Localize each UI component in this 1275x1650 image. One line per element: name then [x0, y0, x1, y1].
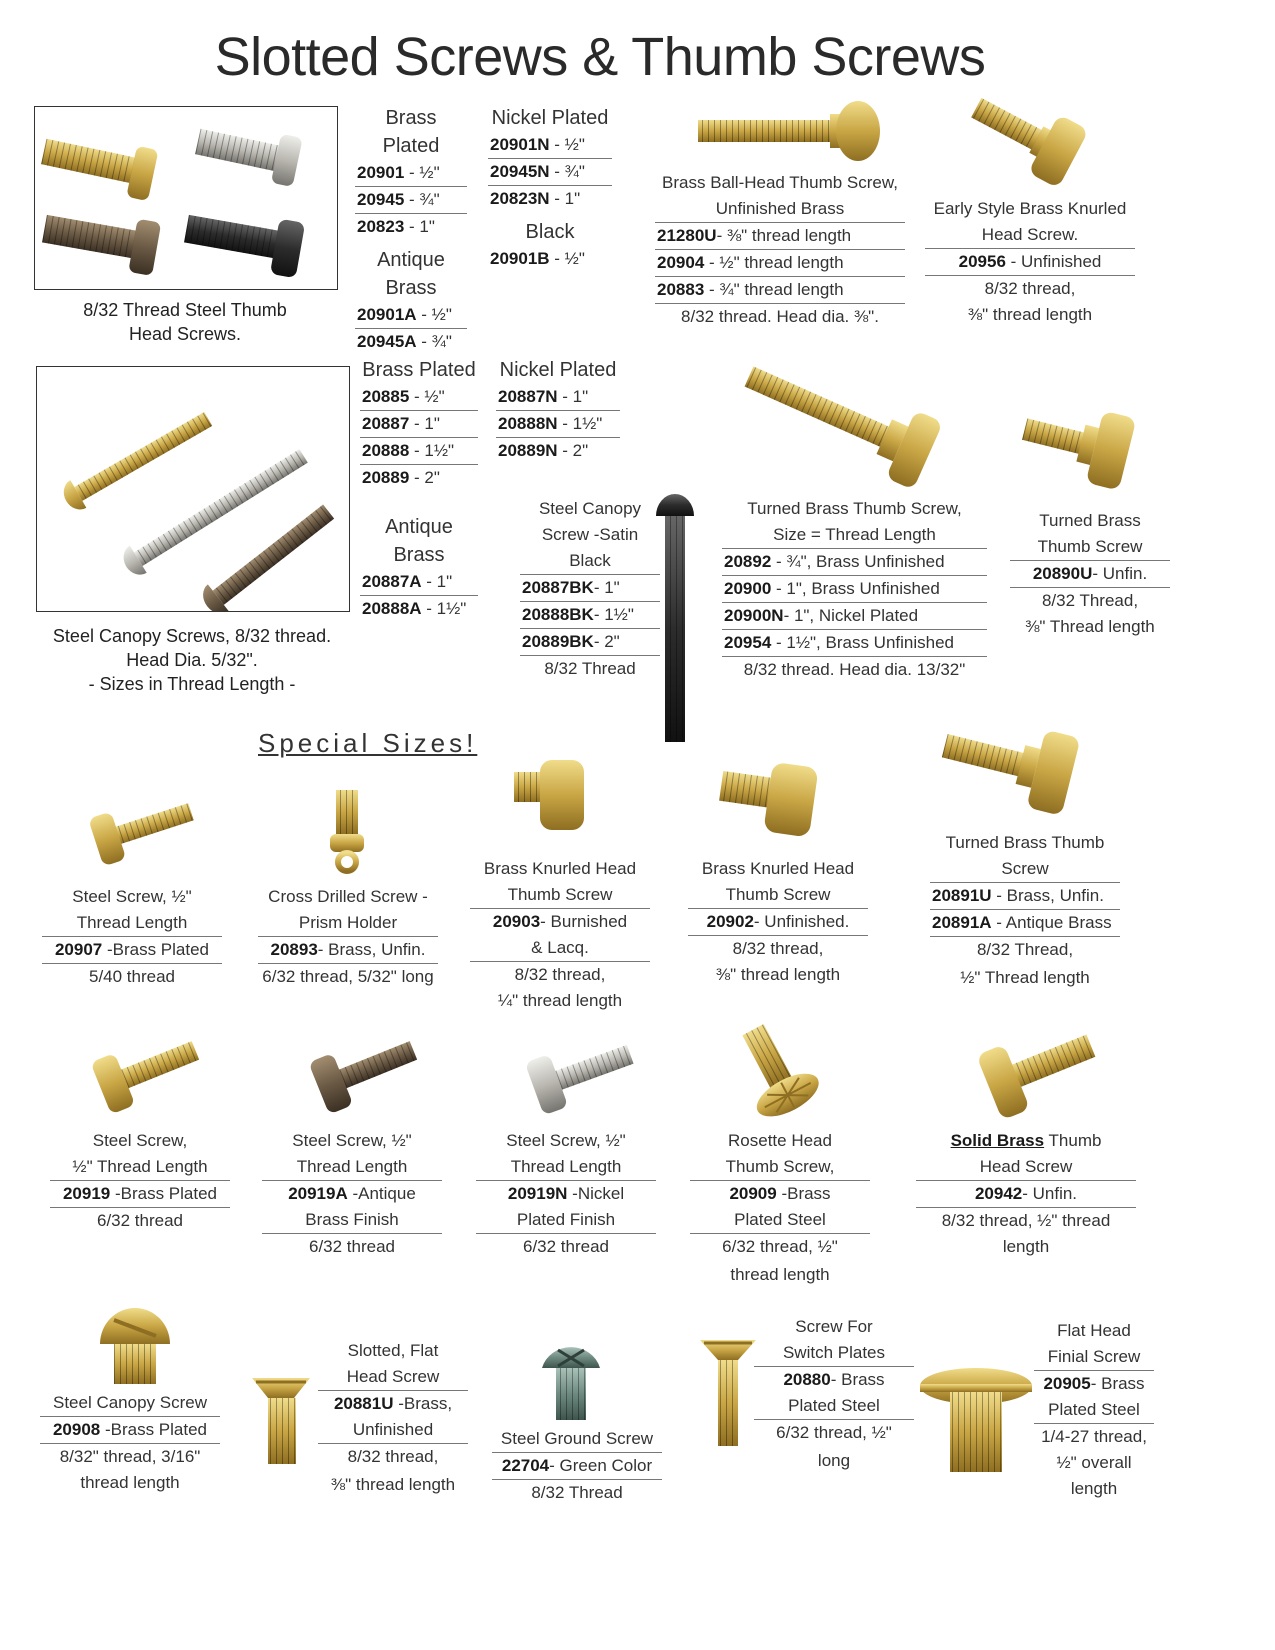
- list-item: 20919 -Brass Plated: [50, 1181, 230, 1208]
- list-item: 20893- Brass, Unfin.: [258, 937, 438, 964]
- canopy-nickel-plated-list: [496, 356, 620, 464]
- list-item: 20889BK- 2": [520, 629, 660, 656]
- list-item: 20888N - 1½": [496, 411, 620, 438]
- list-item: 20908 -Brass Plated: [40, 1417, 220, 1444]
- canopy-caption-3: - Sizes in Thread Length -: [88, 674, 296, 694]
- satin-black-line-1: Steel Canopy: [538, 499, 642, 518]
- row2-item-2: Steel Screw, ½" Thread Length 20919A -Antique Brass Finish 6/32 thread: [262, 1128, 442, 1260]
- row3-canopy: Steel Canopy Screw 20908 -Brass Plated 8/32" thread, 3/16" thread length: [40, 1390, 220, 1496]
- list-item: 20885 - ½": [360, 384, 478, 411]
- group-heading: Black: [525, 221, 575, 243]
- list-item: 21280U- ⅜" thread length: [655, 223, 905, 250]
- page-title: Slotted Screws & Thumb Screws: [214, 27, 986, 87]
- solid-brass-bold: Solid Brass: [950, 1131, 1045, 1150]
- group-heading: Brass Plated: [362, 359, 476, 381]
- ball-head-block: [655, 170, 905, 330]
- list-item: 20888A - 1½": [362, 599, 467, 618]
- row1-item-1: Steel Screw, ½" Thread Length 20907 -Brass Plated 5/40 thread: [42, 884, 222, 990]
- list-item: 20905- Brass: [1043, 1374, 1145, 1393]
- list-item: 20901B - ½": [490, 249, 585, 268]
- list-item: 20901 - ½": [355, 160, 467, 187]
- row1-item-3: Brass Knurled Head Thumb Screw 20903- Burnished & Lacq. 8/32 thread, ¼" thread length: [470, 856, 650, 1014]
- satin-black-line-3: Black: [520, 548, 660, 575]
- cross-drilled-screw-photo: [322, 786, 372, 881]
- list-item: 20945N - ¾": [488, 159, 612, 186]
- canopy-screws-photo: [36, 366, 350, 612]
- knurled-20903-photo: [506, 756, 596, 841]
- knurled-20902-photo: [712, 756, 832, 845]
- early-style-line-2: Head Screw.: [925, 222, 1135, 249]
- turned-thumb-line-2: Size = Thread Length: [722, 522, 987, 549]
- list-item: 20887BK- 1": [520, 575, 660, 602]
- turned-brass-footer-2: ⅜" Thread length: [1025, 617, 1155, 636]
- row2-item-1: Steel Screw, ½" Thread Length 20919 -Brass Plated 6/32 thread: [50, 1128, 230, 1234]
- row1-item-2: Cross Drilled Screw - Prism Holder 20893- Brass, Unfin. 6/32 thread, 5/32" long: [258, 884, 438, 990]
- list-item: 20883 - ¾" thread length: [655, 277, 905, 304]
- list-item: 20823N - 1": [490, 189, 581, 208]
- list-item: 20945A - ¾": [357, 332, 452, 351]
- thumb-head-caption-1: 8/32 Thread Steel Thumb: [83, 300, 287, 320]
- list-item: 20892 - ¾", Brass Unfinished: [722, 549, 987, 576]
- special-sizes-heading: Special Sizes!: [258, 728, 478, 758]
- slotted-flat-head-photo: [246, 1372, 316, 1477]
- satin-black-block: [520, 496, 660, 682]
- thumb-screws-image: [35, 107, 337, 289]
- row3-ground: Steel Ground Screw 22704- Green Color 8/32 Thread: [492, 1426, 662, 1506]
- group-heading: Antique Brass: [377, 249, 445, 299]
- list-item: 20887A - 1": [360, 569, 478, 596]
- list-item: 20891U - Brass, Unfin.: [930, 883, 1120, 910]
- switch-plate-screw-photo: [696, 1334, 760, 1459]
- list-item: 22704- Green Color: [492, 1453, 662, 1480]
- row3-flat: Slotted, Flat Head Screw 20881U -Brass, Unfinished 8/32 thread, ⅜" thread length: [318, 1338, 468, 1498]
- list-item: 20919A -Antique: [288, 1184, 416, 1203]
- canopy-brass-plated-list: [360, 356, 478, 622]
- list-item: 20890U- Unfin.: [1010, 561, 1170, 588]
- thumb-brass-plated-list: [355, 104, 467, 355]
- turned-thumb-2-block: Turned Brass Thumb Screw 20891U - Brass, Unfin. 20891A - Antique Brass 8/32 Thread, ½" Thread length: [930, 830, 1120, 991]
- list-item: 20904 - ½" thread length: [655, 250, 905, 277]
- canopy-caption-1: Steel Canopy Screws, 8/32 thread.: [52, 626, 332, 646]
- list-item: 20902- Unfinished.: [688, 909, 868, 936]
- steel-screw-20919a-photo: [300, 1028, 430, 1123]
- list-item: 20888 - 1½": [360, 438, 478, 465]
- steel-screw-20919-photo: [82, 1028, 212, 1123]
- turned-thumb-footer: 8/32 thread. Head dia. 13/32": [743, 660, 966, 679]
- early-style-screw-photo: [960, 92, 1110, 197]
- group-heading: Nickel Plated: [491, 107, 609, 129]
- steel-ground-screw-photo: [536, 1336, 606, 1431]
- row3-switch: Screw For Switch Plates 20880- Brass Plated Steel 6/32 thread, ½" long: [754, 1314, 914, 1474]
- ball-head-line-1: Brass Ball-Head Thumb Screw,: [662, 173, 898, 192]
- row2-item-4: Rosette Head Thumb Screw, 20909 -Brass Plated Steel 6/32 thread, ½" thread length: [690, 1128, 870, 1288]
- turned-brass-line-1: Turned Brass: [1039, 511, 1141, 530]
- satin-black-screw-photo: [652, 490, 698, 755]
- turned-brass-screw-photo: [1010, 392, 1150, 507]
- list-item: 20891A - Antique Brass: [930, 910, 1120, 937]
- ball-head-line-2: Unfinished Brass: [655, 196, 905, 223]
- list-item: 20956 - Unfinished: [925, 249, 1135, 276]
- turned-thumb-block: [722, 496, 987, 683]
- list-item: 20889 - 2": [362, 468, 440, 487]
- list-item: 20945 - ¾": [355, 187, 467, 214]
- thumb-nickel-plated-list: [488, 104, 612, 272]
- early-style-line-1: Early Style Brass Knurled: [933, 199, 1127, 218]
- group-heading: Brass Plated: [382, 107, 440, 157]
- list-item: 20954 - 1½", Brass Unfinished: [722, 630, 987, 657]
- turned-thumb-line-1: Turned Brass Thumb Screw,: [747, 499, 962, 518]
- list-item: 20889N - 2": [498, 441, 589, 460]
- list-item: 20909 -Brass: [729, 1184, 831, 1203]
- row3-finial: Flat Head Finial Screw 20905- Brass Plated Steel 1/4-27 thread, ½" overall length: [1034, 1318, 1154, 1502]
- list-item: 20903- Burnished: [492, 912, 628, 931]
- list-item: 20901N - ½": [488, 132, 612, 159]
- thumb-head-screws-photo: [34, 106, 338, 290]
- early-style-footer-2: ⅜" thread length: [967, 305, 1093, 324]
- thumb-head-caption-2: Head Screws.: [128, 324, 242, 344]
- turned-brass-line-2: Thumb Screw: [1010, 534, 1170, 561]
- satin-black-footer: 8/32 Thread: [544, 659, 636, 678]
- list-item: 20900 - 1", Brass Unfinished: [722, 576, 987, 603]
- row2-item-3: Steel Screw, ½" Thread Length 20919N -Nickel Plated Finish 6/32 thread: [476, 1128, 656, 1260]
- list-item: 20887 - 1": [360, 411, 478, 438]
- turned-brass-block: [1010, 508, 1170, 640]
- turned-thumb-20891-photo: [930, 710, 1100, 825]
- satin-black-line-2: Screw -Satin: [541, 525, 639, 544]
- list-item: 20888BK- 1½": [520, 602, 660, 629]
- list-item: 20919N -Nickel: [507, 1184, 625, 1203]
- rosette-head-screw-photo: [726, 1018, 826, 1133]
- steel-screw-20919n-photo: [516, 1030, 646, 1125]
- list-item: 20880- Brass: [783, 1370, 885, 1389]
- steel-screw-20907-photo: [78, 790, 208, 875]
- ball-head-footer: 8/32 thread. Head dia. ⅜".: [681, 307, 879, 326]
- group-heading: Nickel Plated: [499, 359, 617, 381]
- list-item: 20907 -Brass Plated: [42, 937, 222, 964]
- group-heading: Antique Brass: [385, 516, 453, 566]
- turned-brass-footer-1: 8/32 Thread,: [1041, 591, 1139, 610]
- list-item: 20900N- 1", Nickel Plated: [722, 603, 987, 630]
- list-item: 20901A - ½": [355, 302, 467, 329]
- early-style-block: [925, 196, 1135, 328]
- turned-thumb-screw-photo: [730, 358, 970, 503]
- steel-canopy-20908-photo: [90, 1300, 180, 1395]
- canopy-caption-2: Head Dia. 5/32".: [126, 650, 258, 670]
- early-style-footer-1: 8/32 thread,: [984, 279, 1076, 298]
- solid-brass-thumb-screw-photo: [966, 1020, 1106, 1125]
- finial-screw-photo: [916, 1366, 1036, 1481]
- row1-item-4: Brass Knurled Head Thumb Screw 20902- Unfinished. 8/32 thread, ⅜" thread length: [688, 856, 868, 988]
- list-item: 20881U -Brass,: [333, 1394, 453, 1413]
- list-item: 20887N - 1": [496, 384, 620, 411]
- ball-head-screw-photo: [690, 98, 890, 173]
- list-item: 20942- Unfin.: [916, 1181, 1136, 1208]
- list-item: 20823 - 1": [357, 217, 435, 236]
- solid-brass-block: Solid Brass Thumb Head Screw 20942- Unfin. 8/32 thread, ½" thread length: [916, 1128, 1136, 1260]
